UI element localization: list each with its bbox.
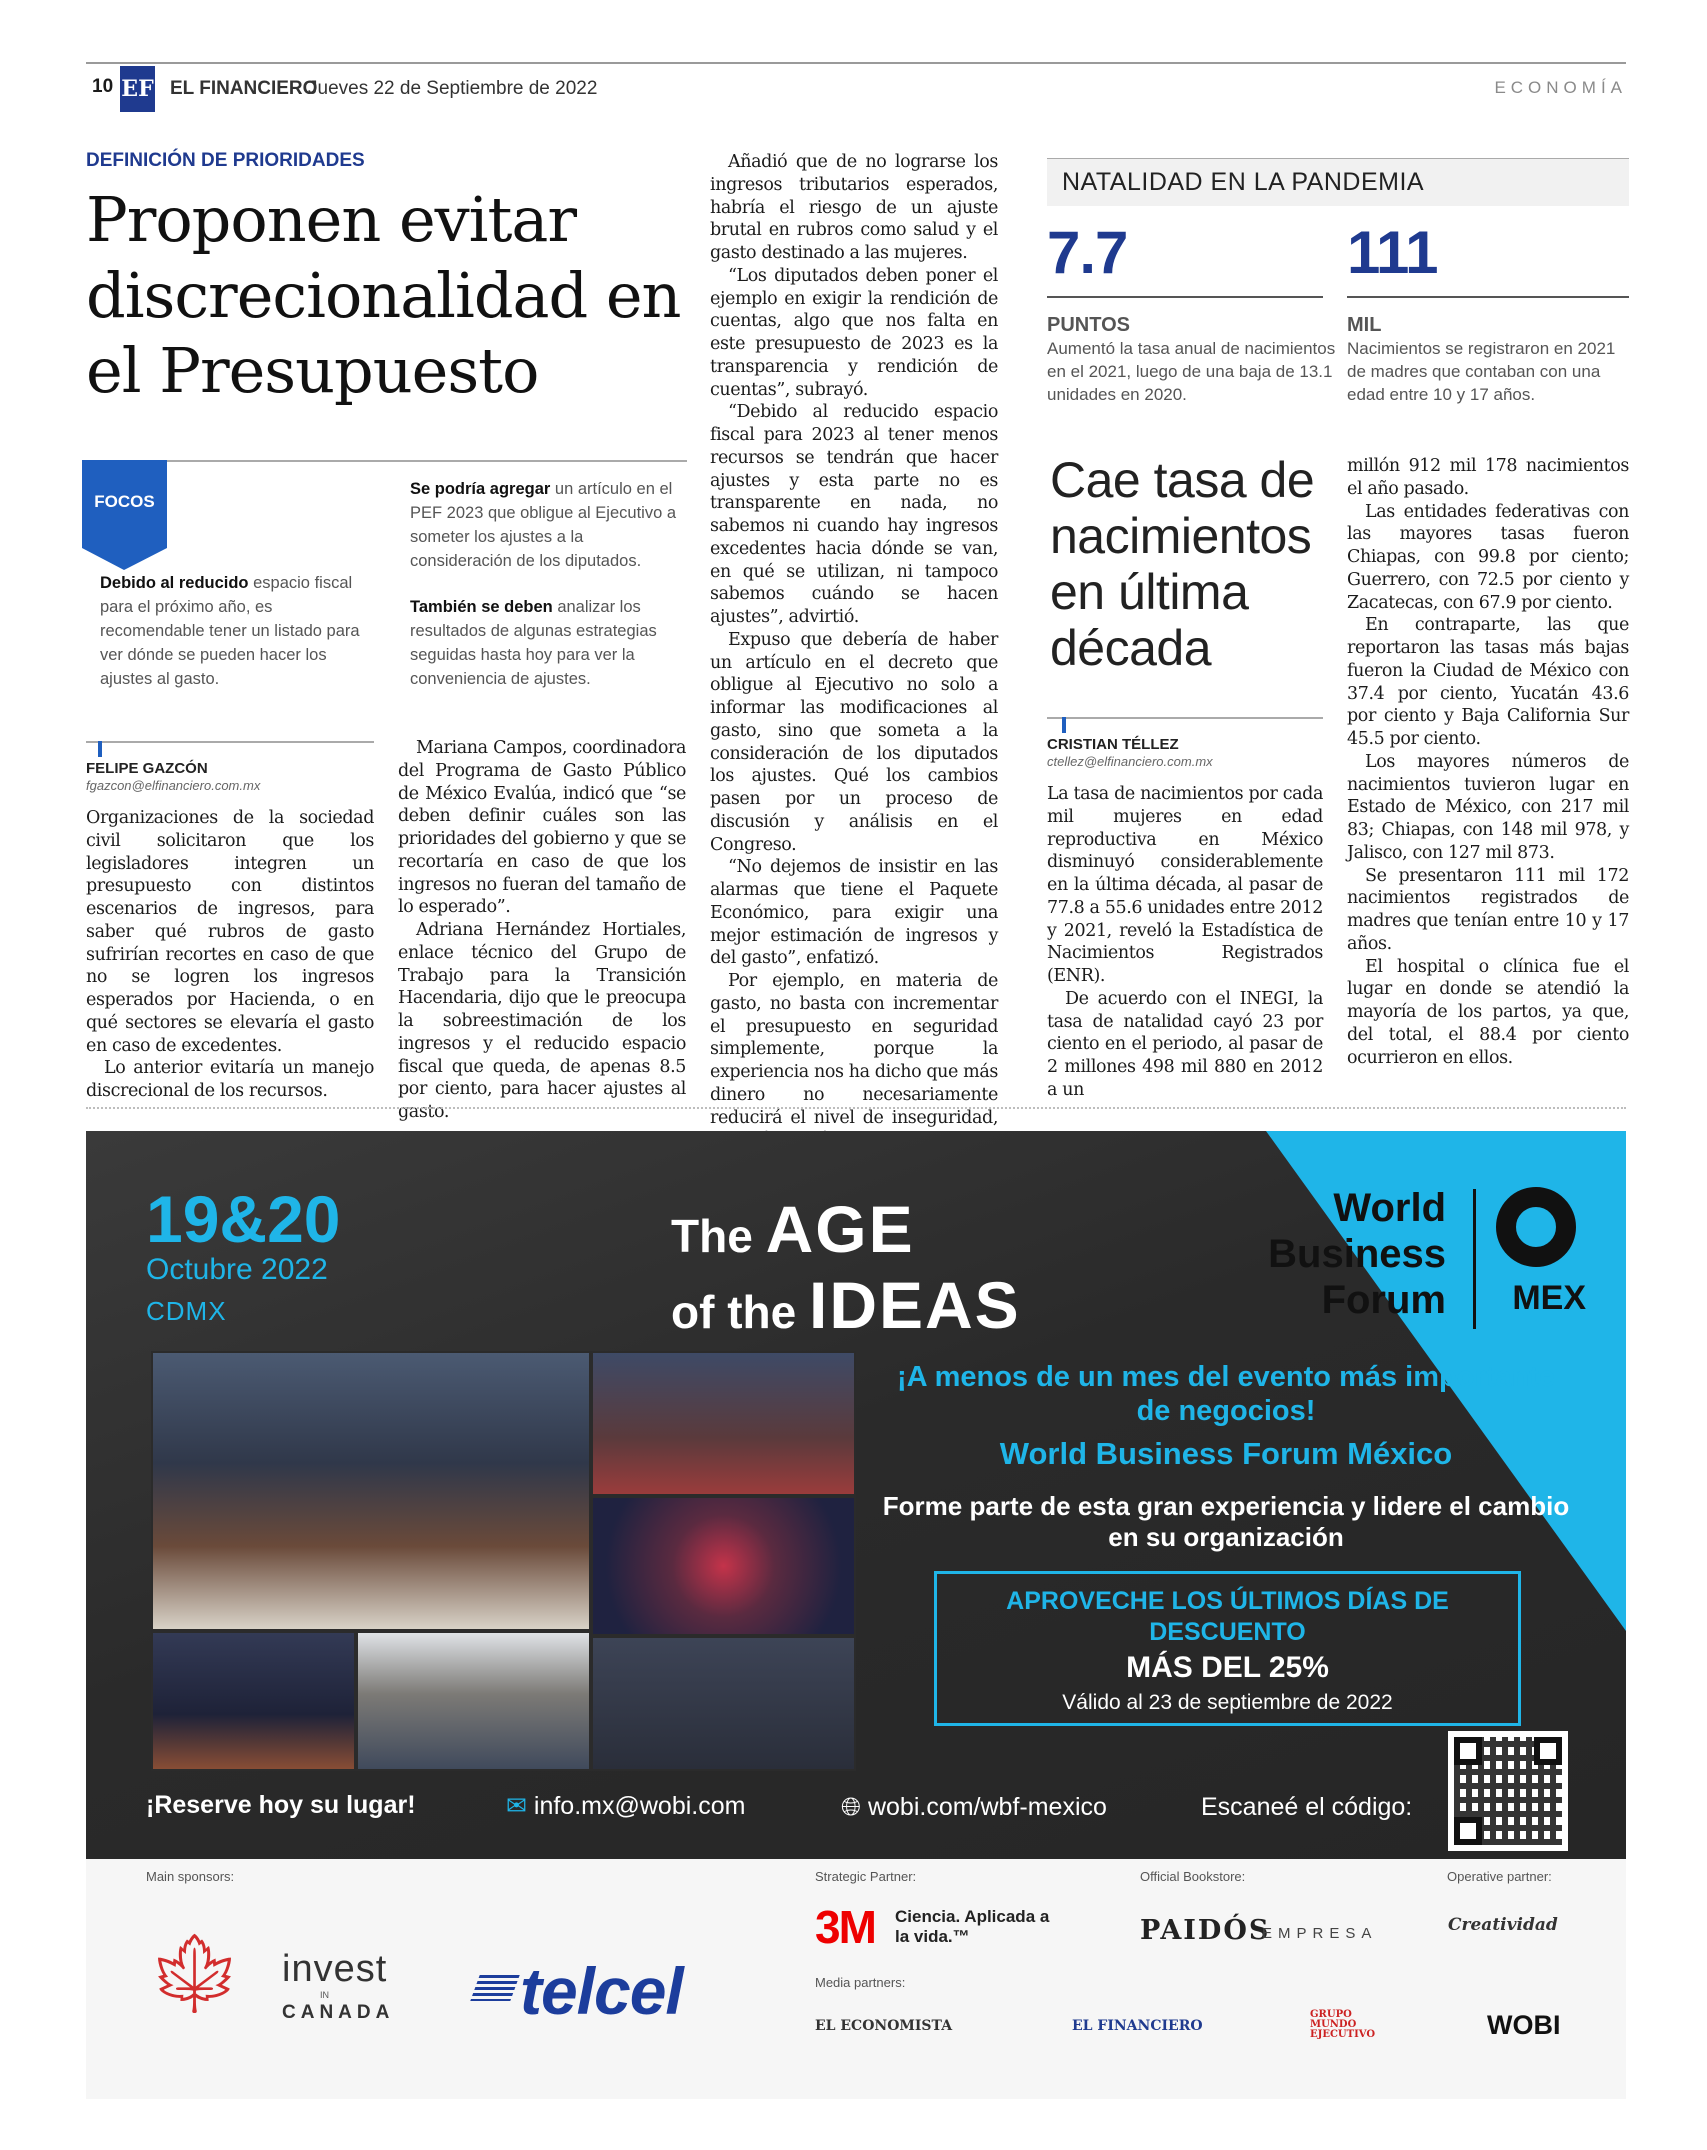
- wobi-logo: WOBI: [1487, 2010, 1561, 2040]
- focos-item-2-bold: Se podría agregar: [410, 480, 551, 498]
- paragraph: Añadió que de no lograrse los ingresos tributarios esperados, habría el riesgo de un ajuste brutal en rubros como salud y el gasto destinado a las mujeres.: [710, 152, 998, 263]
- qr-corner: [1534, 1737, 1562, 1765]
- operative-partner-label: Operative partner:: [1447, 1869, 1552, 1884]
- focos-item-3: [410, 596, 688, 692]
- stat-1-description: Aumentó la tasa anual de nacimientos en el 2021, luego de una baja de 13.1 unidades en 2020.: [1047, 339, 1336, 404]
- official-bookstore-label: Official Bookstore:: [1140, 1869, 1246, 1884]
- wbf-line: Business: [1268, 1232, 1446, 1276]
- newspaper-logo: EF: [120, 66, 155, 112]
- event-photo: [151, 1631, 356, 1771]
- ad-event-month: Octubre 2022: [146, 1253, 328, 1286]
- ad-email-text: info.mx@wobi.com: [533, 1792, 746, 1820]
- 3m-logo: 3M: [815, 1901, 875, 1953]
- article1-author: FELIPE GAZCÓN: [86, 760, 208, 777]
- discount-heading: APROVECHE LOS ÚLTIMOS DÍAS DE DESCUENTO: [1006, 1587, 1449, 1646]
- ad-photo-collage: [151, 1351, 856, 1771]
- ad-website[interactable]: [841, 1793, 1107, 1822]
- article2-headline: Cae tasa de nacimientos en última década: [1050, 452, 1315, 676]
- main-sponsors-label: Main sponsors:: [146, 1869, 235, 1884]
- article2-column-2: [1347, 455, 1629, 1069]
- focos-item-1: [100, 572, 378, 692]
- ad-title-line-1: [671, 1191, 915, 1267]
- section-divider: [86, 1107, 1626, 1109]
- byline-rule: [1047, 717, 1323, 719]
- article1-email: fgazcon@elfinanciero.com.mx: [86, 778, 261, 793]
- invest-in-label: IN: [320, 1990, 329, 2000]
- ad-title-age: AGE: [765, 1192, 915, 1266]
- byline-tick: [98, 741, 102, 757]
- paragraph: Por ejemplo, en materia de gasto, no basta con incrementar el presupuesto en seguridad simplemente, porque la experiencia nos ha dicho que más dinero no necesariamente reducirá el nivel de inseguridad,: [710, 971, 998, 1128]
- telcel-logo: telcel: [520, 1954, 683, 2028]
- article2-author: CRISTIAN TÉLLEZ: [1047, 736, 1179, 753]
- maple-leaf-icon: 🍁︎: [145, 1929, 245, 2019]
- scan-label: Escaneé el código:: [1201, 1793, 1413, 1821]
- article1-column-3: [710, 151, 998, 1152]
- paragraph: Las entidades federativas con las mayores tasas fueron Chiapas, con 99.8 por ciento; Guerrero, con 72.5 por ciento y Zacatecas, con 67.9 por ciento.: [1347, 501, 1629, 613]
- paragraph: De acuerdo con el INEGI, la tasa de natalidad cayó 23 por ciento en el periodo, al pasar de 2 millones 498 mil 880 en 2012 a un: [1047, 988, 1323, 1100]
- event-photo: [151, 1351, 591, 1631]
- wbf-line: World: [1333, 1186, 1446, 1230]
- qr-code-icon[interactable]: [1448, 1731, 1568, 1851]
- ad-event-name: World Business Forum México: [999, 1436, 1453, 1471]
- ad-event-dates: 19&20: [146, 1182, 341, 1256]
- event-photo: [356, 1631, 591, 1771]
- section-name: ECONOMÍA: [1494, 78, 1627, 97]
- paragraph: Organizaciones de la sociedad civil solicitaron que los legisladores integren un presupuesto con distintos escenarios de ingresos, para saber qué rubros de gasto sufrirían recortes en caso de que no se logren los ingresos esperados por Hacienda, o en qué sectores se elevaría el gasto en caso de excedentes.: [86, 808, 374, 1056]
- article2-email: ctellez@elfinanciero.com.mx: [1047, 754, 1213, 769]
- paragraph: Se presentaron 111 mil 172 nacimientos registrados de madres que tenían entre 10 y 17 años.: [1347, 865, 1629, 954]
- wbf-logo-text: [1268, 1185, 1446, 1323]
- wbf-line: Forum: [1321, 1278, 1446, 1322]
- wbf-advertisement[interactable]: [86, 1131, 1626, 1859]
- focos-label: FOCOS: [94, 492, 155, 511]
- stat-2-value: 111: [1347, 219, 1438, 286]
- ad-website-text: wobi.com/wbf-mexico: [867, 1793, 1107, 1821]
- paragraph: “Debido al reducido espacio fiscal para 2023 al tener menos recursos se tendrán que hacer ajustes y esta parte no es transparente en nada, no sabemos ni cuando hay ingresos excedentes hacia dónde se van, en qué se utilizan, ni tampoco sabemos cuándo se hacen ajustes”, advirtió.: [710, 402, 998, 627]
- paragraph: Expuso que debería de haber un artículo en el decreto que obligue al Ejecutivo no solo a informar las modificaciones al gasto, sino que someta a la consideración de los diputados los ajustes. Qué los cambios pasen por un proceso de discusión y análisis en el Congreso.: [710, 629, 998, 855]
- byline-rule: [86, 741, 374, 743]
- ad-title-of-the: of the: [671, 1286, 809, 1338]
- paidos-logo: PAIDÓS: [1140, 1915, 1271, 1946]
- ad-title-ideas: IDEAS: [808, 1268, 1021, 1342]
- stat-1-rule: [1047, 296, 1323, 298]
- paragraph: “Los diputados deben poner el ejemplo en exigir la rendición de cuentas, algo que nos falta en este presupuesto de 2023 es la transparencia y rendición de cuentas”, subrayó.: [710, 265, 998, 400]
- paragraph: Lo anterior evitaría un manejo discrecional de los recursos.: [86, 1058, 374, 1101]
- qr-corner: [1454, 1817, 1482, 1845]
- discount-validity: Válido al 23 de septiembre de 2022: [1062, 1691, 1393, 1714]
- mundo-ejecutivo-logo: GRUPO MUNDO EJECUTIVO: [1310, 2009, 1376, 2040]
- natalidad-title: NATALIDAD EN LA PANDEMIA: [1062, 168, 1425, 196]
- discount-amount: MÁS DEL 25%: [1126, 1651, 1329, 1684]
- focos-item-1-text: espacio fiscal para el próximo año, es recomendable tener un listado para ver dónde se pueden hacer los ajustes al gasto.: [100, 574, 360, 688]
- strategic-partner-label: Strategic Partner:: [815, 1869, 917, 1884]
- paragraph: “No dejemos de insistir en las alarmas que tiene el Paquete Económico, para exigir una mejor estimación de ingresos y del gasto”, enfatizó.: [710, 857, 998, 969]
- paragraph: En contraparte, las que reportaron las tasas más bajas fueron la Ciudad de México con 37.4 por ciento, Yucatán 43.6 por ciento y Baja California Sur 45.5 por ciento.: [1347, 615, 1629, 749]
- ad-event-city: CDMX: [146, 1296, 227, 1326]
- ad-title-line-2: [671, 1267, 1021, 1343]
- article1-kicker: DEFINICIÓN DE PRIORIDADES: [86, 150, 365, 171]
- event-photo: [591, 1351, 856, 1496]
- stat-2-description: Nacimientos se registraron en 2021 de madres que contaban con una edad entre 10 y 17 años.: [1347, 339, 1616, 404]
- canada-label: CANADA: [282, 2002, 395, 2023]
- creatividad-logo: Creatividad: [1448, 1915, 1558, 1935]
- article1-column-2: [398, 737, 686, 1124]
- paidos-empresa-label: EMPRESA: [1262, 1925, 1378, 1942]
- stat-1-value: 7.7: [1047, 219, 1128, 286]
- qr-corner: [1454, 1737, 1482, 1765]
- event-photo: [591, 1496, 856, 1636]
- wbf-mex-label: MEX: [1512, 1279, 1586, 1317]
- page-number: 10: [92, 76, 114, 97]
- focos-item-2: [410, 478, 688, 574]
- newspaper-name: EL FINANCIERO: [170, 78, 318, 99]
- article1-column-1: [86, 807, 374, 1103]
- paragraph: La tasa de nacimientos por cada mil mujeres en edad reproductiva en México disminuyó considerablemente en la última década, al pasar de 77.8 a 55.6 unidades entre 2012 y 2021, reveló la Estadística de Nacimientos Registrados (ENR).: [1047, 784, 1324, 986]
- article2-column-1: [1047, 783, 1323, 1102]
- ad-email[interactable]: [506, 1791, 745, 1821]
- stat-2-rule: [1347, 296, 1629, 298]
- paragraph: Mariana Campos, coordinadora del Programa de Gasto Público de México Evalúa, indicó que “se deben definir cuáles son las prioridades del gobierno y que se recortaría en caso de que los ingresos no fueran del tamaño de lo esperado”.: [398, 738, 686, 918]
- el-economista-logo: EL ECONOMISTA: [815, 2018, 953, 2034]
- byline-tick: [1062, 717, 1066, 733]
- media-partners-label: Media partners:: [815, 1975, 906, 1990]
- paragraph: millón 912 mil 178 nacimientos el año pasado.: [1347, 456, 1629, 499]
- wobi-o-icon: [1496, 1187, 1576, 1267]
- wbf-logo-divider: [1473, 1189, 1476, 1329]
- top-rule: [86, 62, 1626, 64]
- stat-1-unit: PUNTOS: [1047, 314, 1130, 336]
- invest-canada-logo: invest: [282, 1948, 388, 1990]
- reserve-text: ¡Reserve hoy su lugar!: [146, 1791, 416, 1819]
- ad-call-to-action: Forme parte de esta gran experiencia y lidere el cambio en su organización: [882, 1491, 1570, 1553]
- ad-title-the: The: [671, 1210, 766, 1262]
- globe-icon: 🌐︎: [841, 1793, 862, 1821]
- paragraph: El hospital o clínica fue el lugar en donde se atendió la mayoría de los partos, ya que, del total, el 88.4 por ciento ocurrieron en ellos.: [1347, 956, 1629, 1068]
- focos-item-3-bold: También se deben: [410, 598, 553, 616]
- paragraph: Los mayores números de nacimientos tuvieron lugar en Estado de México, con 217 mil 83; Chiapas, con 148 mil 978, y Jalisco, con 127 mil 873.: [1347, 751, 1629, 863]
- focos-item-1-bold: Debido al reducido: [100, 574, 249, 592]
- mail-icon: ✉: [506, 1792, 527, 1820]
- focos-item-3-text: analizar los resultados de algunas estrategias seguidas hasta hoy para ver la conveniencia de ajustes.: [410, 598, 657, 688]
- article1-headline: Proponen evitar discrecionalidad en el Presupuesto: [86, 183, 681, 408]
- ad-announcement: ¡A menos de un mes del evento más importante de negocios!: [896, 1361, 1556, 1427]
- event-photo: [591, 1636, 856, 1771]
- stat-2-unit: MIL: [1347, 314, 1382, 336]
- el-financiero-logo: EL FINANCIERO: [1072, 2018, 1203, 2034]
- 3m-tagline: Ciencia. Aplicada a la vida.™: [895, 1907, 1050, 1947]
- focos-item-2-text: un artículo en el PEF 2023 que obligue al Ejecutivo a someter los ajustes a la consideración de los diputados.: [410, 480, 677, 570]
- paragraph: Adriana Hernández Hortiales, enlace técnico del Grupo de Trabajo para la Transición Hacendaria, dijo que le preocupa la sobreestimación de los ingresos y el reducido espacio fiscal que queda, de apenas 8.5 por ciento, para hacer ajustes al gasto.: [398, 920, 686, 1122]
- focos-rule: [82, 460, 687, 462]
- issue-date: Jueves 22 de Septiembre de 2022: [308, 78, 598, 99]
